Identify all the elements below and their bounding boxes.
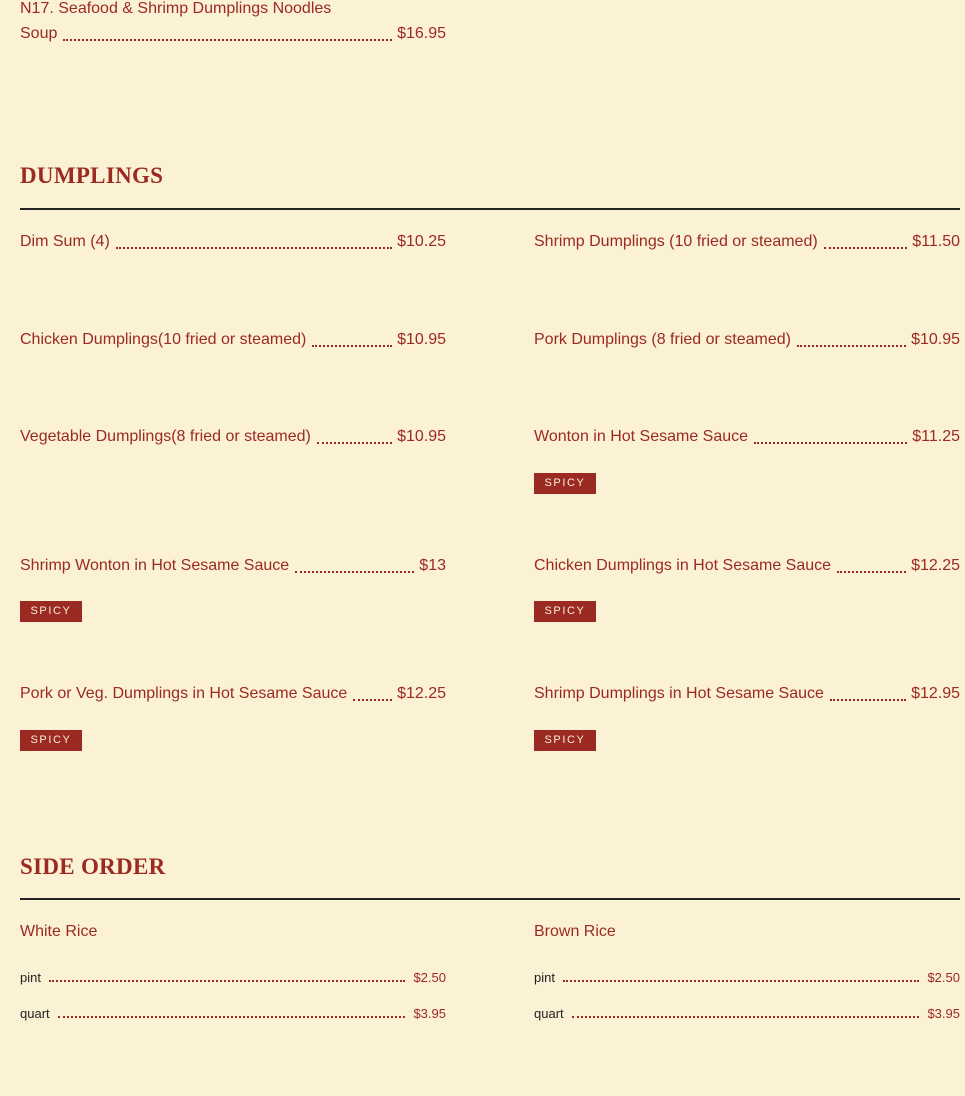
menu-item: [20, 678, 446, 704]
menu-item-price: $10.95: [397, 331, 446, 348]
section-title-dumplings: DUMPLINGS: [20, 163, 164, 188]
menu-item: [534, 550, 960, 576]
menu-item-price: $12.25: [911, 557, 960, 574]
section-divider: [20, 208, 960, 210]
size-price: $3.95: [413, 1006, 446, 1021]
menu-item: [534, 421, 960, 447]
menu-item: [20, 550, 446, 576]
menu-item-price: $10.95: [397, 428, 446, 445]
size-price: $3.95: [927, 1006, 960, 1021]
menu-item: [534, 226, 960, 252]
menu-item: [20, 18, 446, 44]
menu-item-name: Dim Sum (4): [20, 233, 110, 250]
menu-item: [534, 678, 960, 704]
dot-leader: [63, 27, 392, 41]
menu-item-name: Wonton in Hot Sesame Sauce: [534, 428, 749, 445]
spicy-badge: SPICY: [20, 730, 82, 751]
menu-item-name: Brown Rice: [534, 923, 616, 940]
menu-item: [20, 421, 446, 447]
size-label: pint: [20, 970, 41, 985]
menu-item-price: $10.25: [397, 233, 446, 250]
dot-leader: [312, 333, 392, 347]
size-option: [534, 965, 960, 985]
menu-item-name: Pork Dumplings (8 fried or steamed): [534, 331, 791, 348]
dot-leader: [58, 1006, 406, 1018]
menu-item-name: N17. Seafood & Shrimp Dumplings Noodles: [20, 0, 332, 17]
menu-item-name: Shrimp Dumplings in Hot Sesame Sauce: [534, 685, 824, 702]
spicy-badge: SPICY: [534, 730, 596, 751]
menu-item-price: $11.25: [912, 428, 960, 445]
dot-leader: [353, 687, 392, 701]
section-title-side-order: SIDE ORDER: [20, 854, 166, 879]
dot-leader: [754, 430, 907, 444]
menu-item-name: Chicken Dumplings in Hot Sesame Sauce: [534, 557, 832, 574]
menu-item-price: $10.95: [911, 331, 960, 348]
size-label: pint: [534, 970, 555, 985]
menu-item: [20, 226, 446, 252]
spicy-badge: SPICY: [534, 601, 596, 622]
menu-item: [20, 324, 446, 350]
dot-leader: [563, 970, 919, 982]
size-label: quart: [534, 1006, 564, 1021]
size-price: $2.50: [927, 970, 960, 985]
menu-item-name: White Rice: [20, 923, 98, 940]
size-option: [534, 1001, 960, 1021]
spicy-badge: SPICY: [20, 601, 82, 622]
menu-item-price: $11.50: [912, 233, 960, 250]
size-label: quart: [20, 1006, 50, 1021]
menu-item-name: Shrimp Wonton in Hot Sesame Sauce: [20, 557, 290, 574]
spicy-badge: SPICY: [534, 473, 596, 494]
menu-item-name: Soup: [20, 25, 58, 42]
dot-leader: [295, 559, 414, 573]
dot-leader: [572, 1006, 920, 1018]
size-option: [20, 1001, 446, 1021]
size-option: [20, 965, 446, 985]
menu-item-name: Vegetable Dumplings(8 fried or steamed): [20, 428, 311, 445]
dot-leader: [49, 970, 405, 982]
dot-leader: [830, 687, 906, 701]
dot-leader: [837, 559, 906, 573]
dot-leader: [116, 235, 392, 249]
menu-item-price: $16.95: [397, 25, 446, 42]
menu-item: [534, 324, 960, 350]
dot-leader: [797, 333, 906, 347]
menu-item-name: Pork or Veg. Dumplings in Hot Sesame Sauce: [20, 685, 348, 702]
dot-leader: [824, 235, 908, 249]
menu-item-price: $13: [419, 557, 446, 574]
menu-item-price: $12.95: [911, 685, 960, 702]
section-divider: [20, 898, 960, 900]
menu-item-price: $12.25: [397, 685, 446, 702]
menu-item-name: Chicken Dumplings(10 fried or steamed): [20, 331, 307, 348]
dot-leader: [317, 430, 392, 444]
menu-item-name: Shrimp Dumplings (10 fried or steamed): [534, 233, 818, 250]
size-price: $2.50: [413, 970, 446, 985]
